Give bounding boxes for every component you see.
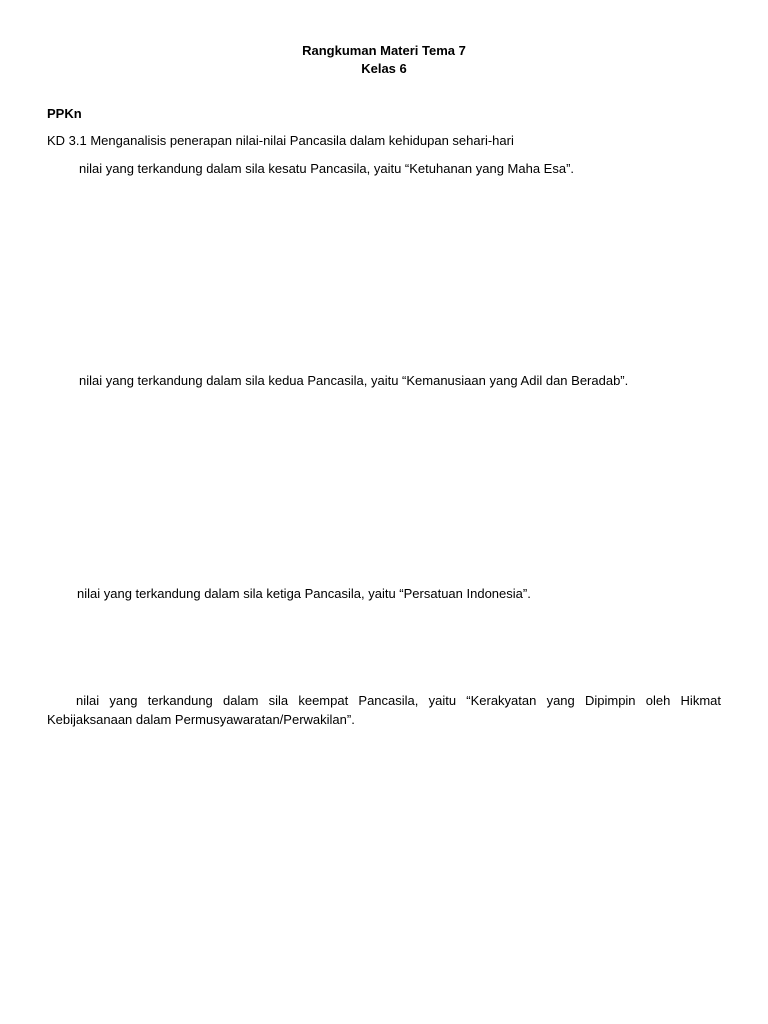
paragraph-sila-4: nilai yang terkandung dalam sila keempat Pancasila, yaitu “Kerakyatan yang Dipimpin oleh Hikmat Kebijaksanaan dalam Permusyawaratan/Perwakilan”. [47, 693, 721, 727]
paragraph-sila-3: nilai yang terkandung dalam sila ketiga Pancasila, yaitu “Persatuan Indonesia”. [77, 586, 531, 601]
kd-statement: KD 3.1 Menganalisis penerapan nilai-nilai Pancasila dalam kehidupan sehari-hari [47, 133, 514, 148]
section-heading: PPKn [47, 106, 82, 121]
document-title: Rangkuman Materi Tema 7 [302, 43, 466, 58]
paragraph-sila-2: nilai yang terkandung dalam sila kedua Pancasila, yaitu “Kemanusiaan yang Adil dan Beradab”. [79, 373, 629, 388]
paragraph-sila-1: nilai yang terkandung dalam sila kesatu Pancasila, yaitu “Ketuhanan yang Maha Esa”. [79, 161, 575, 176]
document-subtitle: Kelas 6 [361, 61, 407, 76]
